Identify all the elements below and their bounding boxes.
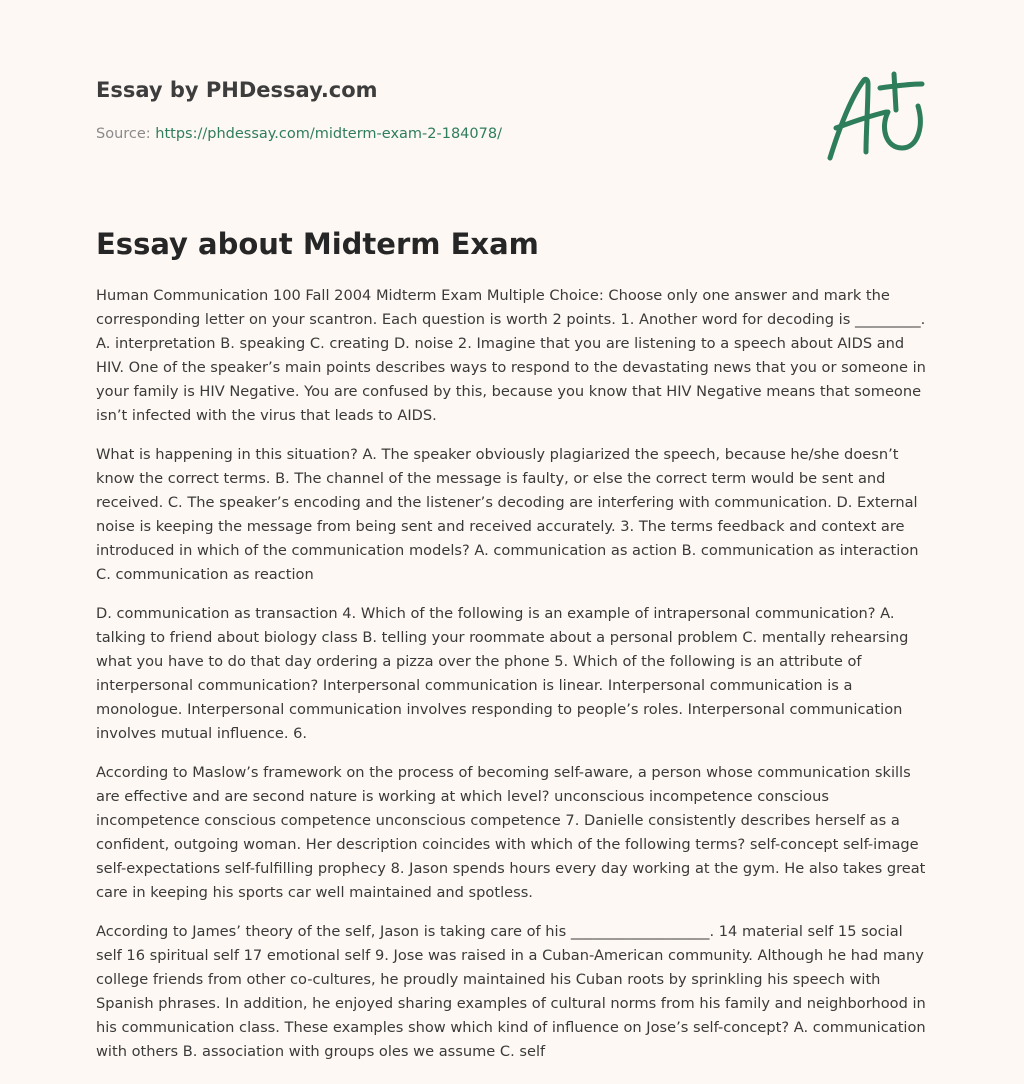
source-line xyxy=(96,124,796,144)
page-title: Essay about Midterm Exam xyxy=(96,227,539,261)
essay-paragraph: Human Communication 100 Fall 2004 Midterm Exam Multiple Choice: Choose only one answer and mark the corresponding letter on your scantron. Each question is worth 2 points. 1. Another word for decoding is _________. A. interpretation B. speaking C. creating D. noise 2. Imagine that you are listening to a speech about AIDS and HIV. One of the speaker’s main points describes ways to respond to the devastating news that you or someone in your family is HIV Negative. You are confused by this, because you know that HIV Negative means that someone isn’t infected with the virus that leads to AIDS. xyxy=(96,287,926,424)
site-header xyxy=(96,76,796,144)
site-title: Essay by PHDessay.com xyxy=(96,78,378,102)
source-link[interactable]: https://phdessay.com/midterm-exam-2-184078/ xyxy=(155,126,502,142)
source-label: Source: xyxy=(96,126,151,142)
essay-content xyxy=(96,284,930,1079)
essay-paragraph: According to Maslow’s framework on the process of becoming self-aware, a person whose communication skills are effective and are second nature is working at which level? unconscious incompetence conscious incompetence conscious competence unconscious competence 7. Danielle consistently describes herself as a confident, outgoing woman. Her description coincides with which of the following terms? self-concept self-image self-expectations self-fulfilling prophecy 8. Jason spends hours every day working at the gym. He also takes great care in keeping his sports car well maintained and spotless. xyxy=(96,764,926,901)
essay-paragraph: According to James’ theory of the self, Jason is taking care of his ___________________. 14 material self 15 social self 16 spiritual self 17 emotional self 9. Jose was raised in a Cuban-American community. Although he had many college friends from other co-cultures, he proudly maintained his Cuban roots by sprinkling his speech with Spanish phrases. In addition, he enjoyed sharing examples of cultural norms from his family and neighborhood in his communication class. These examples show which kind of influence on Jose’s self-concept? A. communication with others B. association with groups oles we assume C. self xyxy=(96,923,926,1060)
essay-paragraph: What is happening in this situation? A. The speaker obviously plagiarized the speech, because he/she doesn’t know the correct terms. B. The channel of the message is faulty, or else the correct term would be sent and received. C. The speaker’s encoding and the listener’s decoding are interfering with communication. D. External noise is keeping the message from being sent and received accurately. 3. The terms feedback and context are introduced in which of the communication models? A. communication as action B. communication as interaction C. communication as reaction xyxy=(96,446,919,583)
essay-paragraph: D. communication as transaction 4. Which of the following is an example of intrapersonal communication? A. talking to friend about biology class B. telling your roommate about a personal problem C. mentally rehearsing what you have to do that day ordering a pizza over the phone 5. Which of the following is an attribute of interpersonal communication? Interpersonal communication is linear. Interpersonal communication is a monologue. Interpersonal communication involves responding to people’s roles. Interpersonal communication involves mutual influence. 6. xyxy=(96,605,909,742)
a-plus-logo-icon xyxy=(822,66,932,166)
